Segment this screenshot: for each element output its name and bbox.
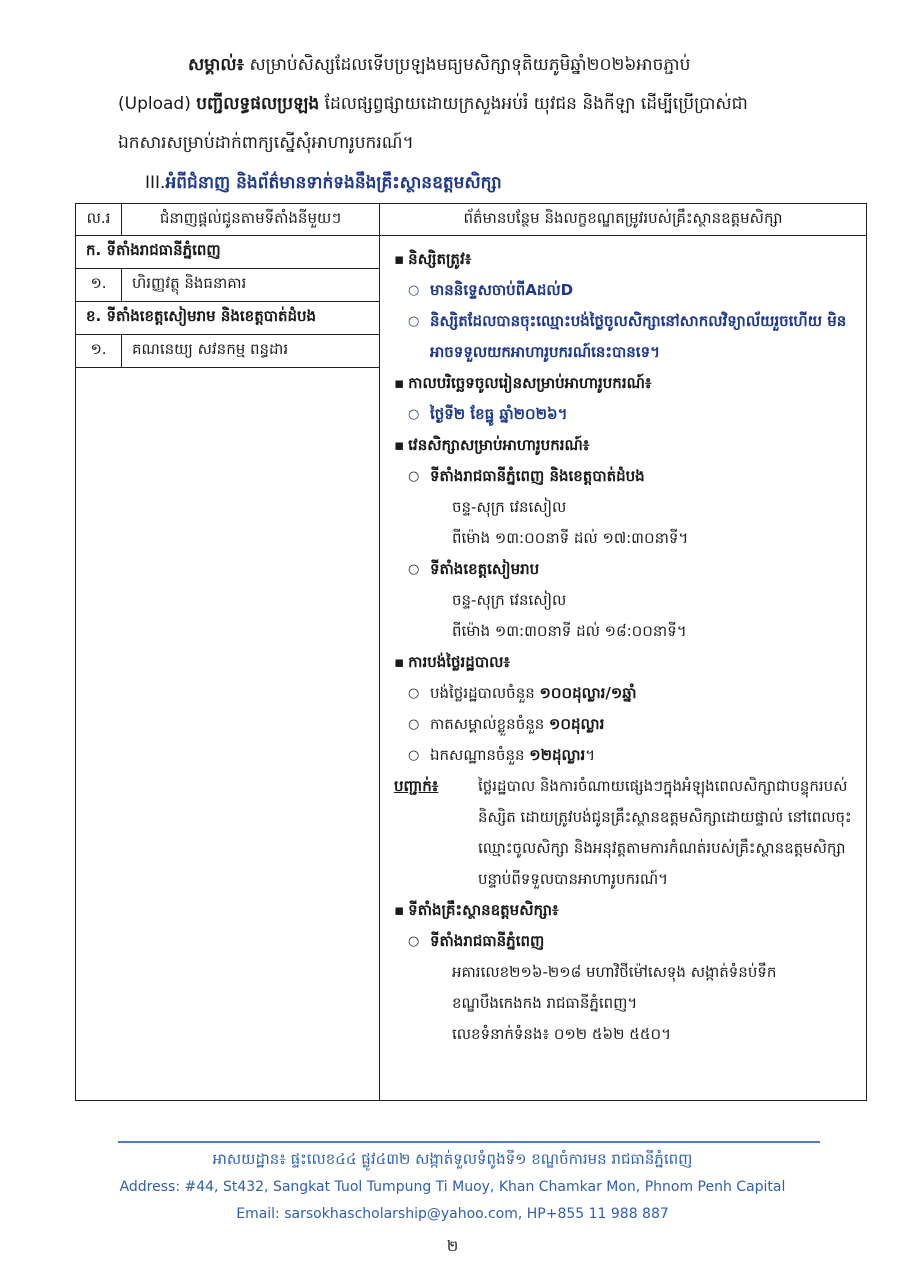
students-heading: ▪ និស្សិតត្រូវ៖ <box>408 244 856 275</box>
shift-days-1: ចន្ទ-សុក្រ វេនសៀល <box>452 498 567 516</box>
phone-line: លេខទំនាក់ទំនង៖ ០១២ ៥៦២ ៥៥០។ <box>452 1025 672 1043</box>
start-date: ○ ថ្ងៃទី២ ខែធ្នូ ឆ្នាំ២០២៦។ <box>408 399 856 430</box>
table-row <box>76 269 379 302</box>
start-heading: ▪ កាលបរិច្ឆេទចូលរៀនសម្រាប់អាហារូបករណ៍៖ <box>408 368 856 399</box>
footer-address-en: Address: #44, St432, Sangkat Tuol Tumpung Ti Muoy, Khan Chamkar Mon, Phnom Penh Capital <box>119 1179 786 1195</box>
fee-label: ឯកសណ្ឋានចំនួន <box>430 746 530 764</box>
location-name: ○ ទីតាំងរាជធានីភ្នំពេញ <box>408 926 856 957</box>
warning-label: បញ្ជាក់៖ <box>394 777 439 795</box>
header-info: ព័ត៌មានបន្ថែម និងលក្ខខណ្ឌតម្រូវរបស់គ្រឹះស្ថានឧត្តមសិក្សា <box>380 204 867 236</box>
shift-location-1: ○ ទីតាំងរាជធានីភ្នំពេញ និងខេត្តបាត់ដំបង <box>408 461 856 492</box>
table-row <box>76 335 379 368</box>
shift-days-2: ចន្ទ-សុក្រ វេនសៀល <box>452 591 567 609</box>
footer-divider <box>118 1141 820 1143</box>
fee-amount: ១០០ដុល្លារ/១ឆ្នាំ <box>539 684 637 702</box>
row-number: ១. <box>76 335 122 367</box>
location-heading: ▪ ទីតាំងគ្រឹះស្ថានឧត្តមសិក្សា៖ <box>408 895 856 926</box>
location-group-provinces: ខ. ទីតាំងខេត្តសៀមរាម និងខេត្តបាត់ដំបង <box>76 302 379 335</box>
address-line: ខណ្ឌបឹងកេងកង រាជធានីភ្នំពេញ។ <box>452 994 638 1012</box>
program-table <box>75 203 867 1101</box>
header-skill: ជំនាញផ្តល់ជូនតាមទីតាំងនីមួយៗ <box>122 204 380 236</box>
fee-item <box>408 709 856 740</box>
fee-label: កាតសម្គាល់ខ្លួនចំនួន <box>430 715 550 733</box>
table-header-row <box>76 204 867 236</box>
students-item: ○ មាននិទ្ទេសចាប់ពីAដល់D <box>408 275 856 306</box>
shift-time-1: ពីម៉ោង ១៣:០០នាទី ដល់ ១៧:៣០នាទី។ <box>452 529 689 547</box>
fee-amount: ១០ដុល្លារ <box>549 715 605 733</box>
shift-heading: ▪ វេនសិក្សាសម្រាប់អាហារូបករណ៍៖ <box>408 430 856 461</box>
section-roman: III. <box>145 173 166 193</box>
row-number: ១. <box>76 269 122 301</box>
section-title-text: អំពីជំនាញ និងព័ត៌មានទាក់ទងនឹងគ្រឹះស្ថានឧត្តមសិក្សា <box>165 173 502 193</box>
note-line3: ឯកសារសម្រាប់ដាក់ពាក្យស្នើសុំអាហារូបករណ៍។ <box>118 133 414 153</box>
fee-label: បង់ថ្លៃរដ្ឋបាលចំនួន <box>430 684 540 702</box>
skill-name: ហិរញ្ញវត្ថុ និងធនាគារ <box>132 274 247 292</box>
page-number: ២ <box>446 1237 459 1255</box>
footer-address-km: អាសយដ្ឋាន៖ ផ្ទះលេខ៤៤ ផ្លូវ៤៣២ សង្កាត់ទួលទំពូងទី១ ខណ្ឌចំការមន រាជធានីភ្នំពេញ <box>212 1150 693 1168</box>
fee-item <box>408 740 856 771</box>
students-item: ○ និស្សិតដែលបានចុះឈ្មោះបង់ថ្លៃចូលសិក្សានៅសាកលវិទ្យាល័យរួចហើយ មិនអាចទទួលយកអាហារូបករណ៍នេះបានទេ។ <box>408 306 856 368</box>
header-no: ល.រ <box>76 204 122 236</box>
note-upload-bold: បញ្ជីលទ្ធផលប្រឡង <box>196 94 320 114</box>
location-group-phnom-penh: ក. ទីតាំងរាជធានីភ្នំពេញ <box>76 236 379 269</box>
note-paragraph <box>118 46 868 163</box>
section-title <box>145 172 502 197</box>
note-line1: សម្រាប់សិស្សដែលទើបប្រឡងមធ្យមសិក្សាទុតិយភូមិឆ្នាំ២០២៦អាចភ្ជាប់ <box>249 55 691 75</box>
fee-heading: ▪ ការបង់ថ្លៃរដ្ឋបាល៖ <box>408 647 856 678</box>
skills-cell <box>76 236 380 1101</box>
note-line2: ដែលផ្សព្វផ្សាយដោយក្រសួងអប់រំ យុវជន និងកីឡា ដើម្បីប្រើប្រាស់ជា <box>324 94 748 114</box>
info-cell <box>380 236 867 1101</box>
note-upload: (Upload) <box>118 94 191 114</box>
warning-note <box>394 771 856 895</box>
skill-name: គណនេយ្យ សវនកម្ម ពន្ធដារ <box>132 340 289 358</box>
address-line: អគារលេខ២១៦-២១៨ មហាវិថីម៉ៅសេទុង សង្កាត់ទំនប់ទឹក <box>452 963 777 981</box>
fee-end: ។ <box>585 746 596 764</box>
shift-time-2: ពីម៉ោង ១៣:៣០នាទី ដល់ ១៨:០០នាទី។ <box>452 622 687 640</box>
shift-location-2: ○ ទីតាំងខេត្តសៀមរាប <box>408 554 856 585</box>
fee-item <box>408 678 856 709</box>
note-label: សម្គាល់៖ <box>188 55 245 75</box>
footer-contact: Email: sarsokhascholarship@yahoo.com, HP+855 11 988 887 <box>236 1206 669 1222</box>
fee-amount: ១២ដុល្លារ <box>529 746 586 764</box>
warning-text: ថ្លៃរដ្ឋបាល និងការចំណាយផ្សេងៗក្នុងអំឡុងពេលសិក្សាជាបន្ទុករបស់និស្សិត ដោយត្រូវបង់ជូនគ្រឹះស្ថានឧត្តមសិក្សាដោយផ្ទាល់ នៅពេលចុះឈ្មោះចូលសិក្សា និងអនុវត្តតាមការកំណត់របស់គ្រឹះស្ថានឧត្តមសិក្សា បន្ទាប់ពីទទួលបានអាហារូបករណ៍។ <box>478 777 852 888</box>
